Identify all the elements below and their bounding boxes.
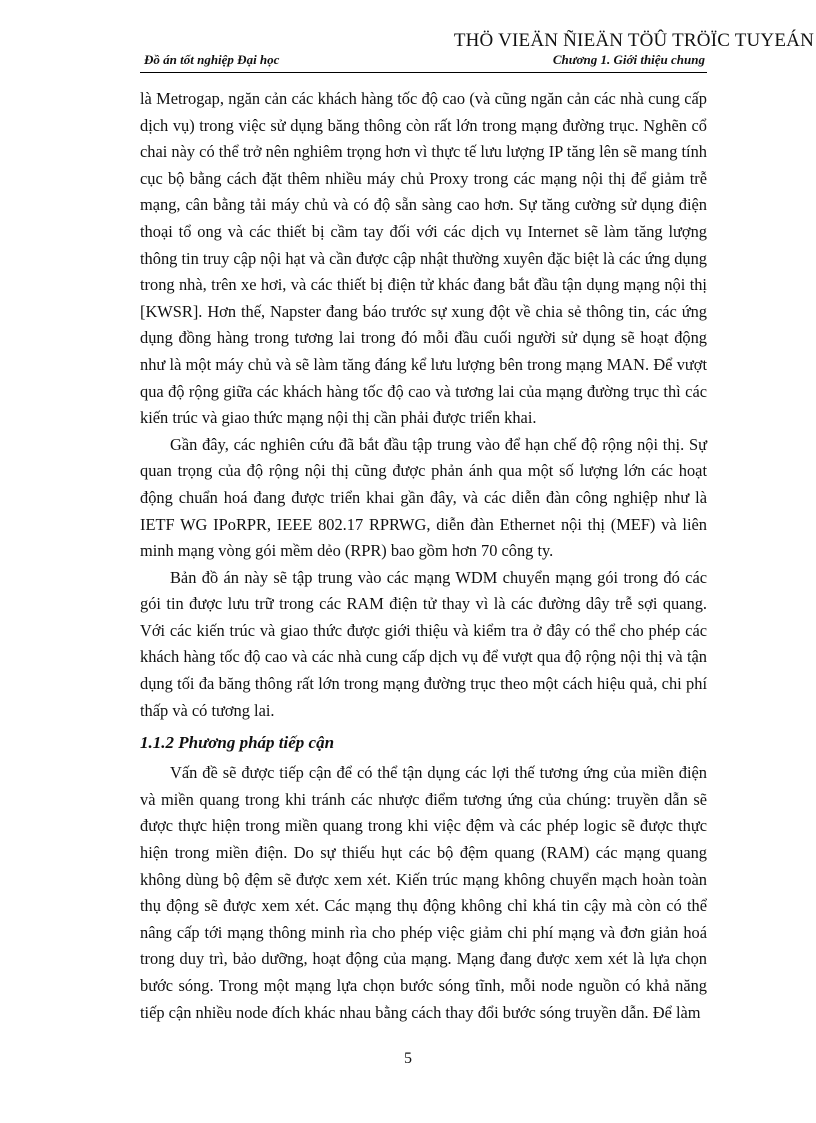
paragraph-1: là Metrogap, ngăn cản các khách hàng tốc độ cao (và cũng ngăn cản các nhà cung cấp dịch vụ) trong việc sử dụng băng thông còn rất lớn trong mạng đường trục. Nghẽn cổ chai này có thể trở nên nghiêm trọng hơn vì thực tế lưu lượng IP tăng lên sẽ mang tính cục bộ bằng cách đặt thêm nhiều máy chủ Proxy trong các mạng nội thị để giảm trễ mạng, cân bằng tải máy chủ và có độ sẵn sàng cao hơn. Sự tăng cường sử dụng điện thoại tổ ong và các thiết bị cầm tay đối với các dịch vụ Internet sẽ làm tăng lượng thông tin truy cập nội hạt và cần được cập nhật thường xuyên đặc biệt là các ứng dụng trong nhà, trên xe hơi, và các thiết bị điện tử khác đang bắt đầu tận dụng mạng nội thị [KWSR]. Hơn thế, Napster đang báo trước sự xung đột về chia sẻ thông tin, các ứng dụng đồng hàng trong tương lai trong đó mỗi đầu cuối người sử dụng sẽ hoạt động như là một máy chủ và sẽ làm tăng đáng kể lưu lượng bên trong mạng MAN. Để vượt qua độ rộng giữa các khách hàng tốc độ cao và tương lai của mạng đường trục thì các kiến trúc và giao thức mạng nội thị cần phải được triển khai. <box>140 89 707 428</box>
page-header <box>140 52 707 73</box>
paragraph-3: Bản đồ án này sẽ tập trung vào các mạng WDM chuyển mạng gói trong đó các gói tin được lưu trữ trong các RAM điện tử thay vì là các đường dây trễ sợi quang. Với các kiến trúc và giao thức được giới thiệu và kiểm tra ở đây có thể cho phép các khách hàng tốc độ cao và các nhà cung cấp dịch vụ để vượt qua độ rộng nội thị và tận dụng tối đa băng thông rất lớn trong mạng đường trục theo một cách hiệu quả, chi phí thấp và có tương lai. <box>140 567 707 720</box>
paragraph-4: Vấn đề sẽ được tiếp cận để có thể tận dụng các lợi thế tương ứng của miền điện và miền quang trong khi tránh các nhược điểm tương ứng của chúng: truyền dẫn sẽ được thực hiện trong miền quang trong khi việc đệm và các phép logic sẽ được thực hiện trong miền điện. Do sự thiếu hụt các bộ đệm quang (RAM) các mạng quang không dùng bộ đệm sẽ được xem xét. Kiến trúc mạng không chuyển mạch hoàn toàn thụ động sẽ được xem xét. Các mạng thụ động không chỉ khá tin cậy mà còn có thể nâng cấp tới mạng thông minh rìa cho phép việc giảm chi phí mạng và đơn giản hoá trong duy trì, bảo dưỡng, hoạt động của mạng. Mạng đang được xem xét là lựa chọn bước sóng. Trong một mạng lựa chọn bước sóng tĩnh, mỗi node nguồn có khả năng tiếp cận nhiều node đích khác nhau bằng cách thay đổi bước sóng truyền dẫn. Để làm <box>140 763 707 1022</box>
watermark-text: THÖ VIEÄN ÑIEÄN TÖÛ TRÖÏC TUYEÁN <box>453 30 814 51</box>
header-document-title: Đồ án tốt nghiệp Đại học <box>144 52 280 67</box>
page-number: 5 <box>404 1050 412 1067</box>
paragraph-2: Gần đây, các nghiên cứu đã bắt đầu tập trung vào để hạn chế độ rộng nội thị. Sự quan trọng của độ rộng nội thị cũng được phản ánh qua một số lượng lớn các hoạt động chuẩn hoá đang được triển khai gần đây, và các diễn đàn công nghiệp như là IETF WG IPoRPR, IEEE 802.17 RPRWG, diễn đàn Ethernet nội thị (MEF) và liên minh mạng vòng gói mềm dẻo (RPR) bao gồm hơn 70 công ty. <box>140 434 707 561</box>
document-body <box>140 86 707 1026</box>
section-heading: 1.1.2 Phương pháp tiếp cận <box>140 733 335 753</box>
header-chapter-title: Chương 1. Giới thiệu chung <box>552 52 705 67</box>
